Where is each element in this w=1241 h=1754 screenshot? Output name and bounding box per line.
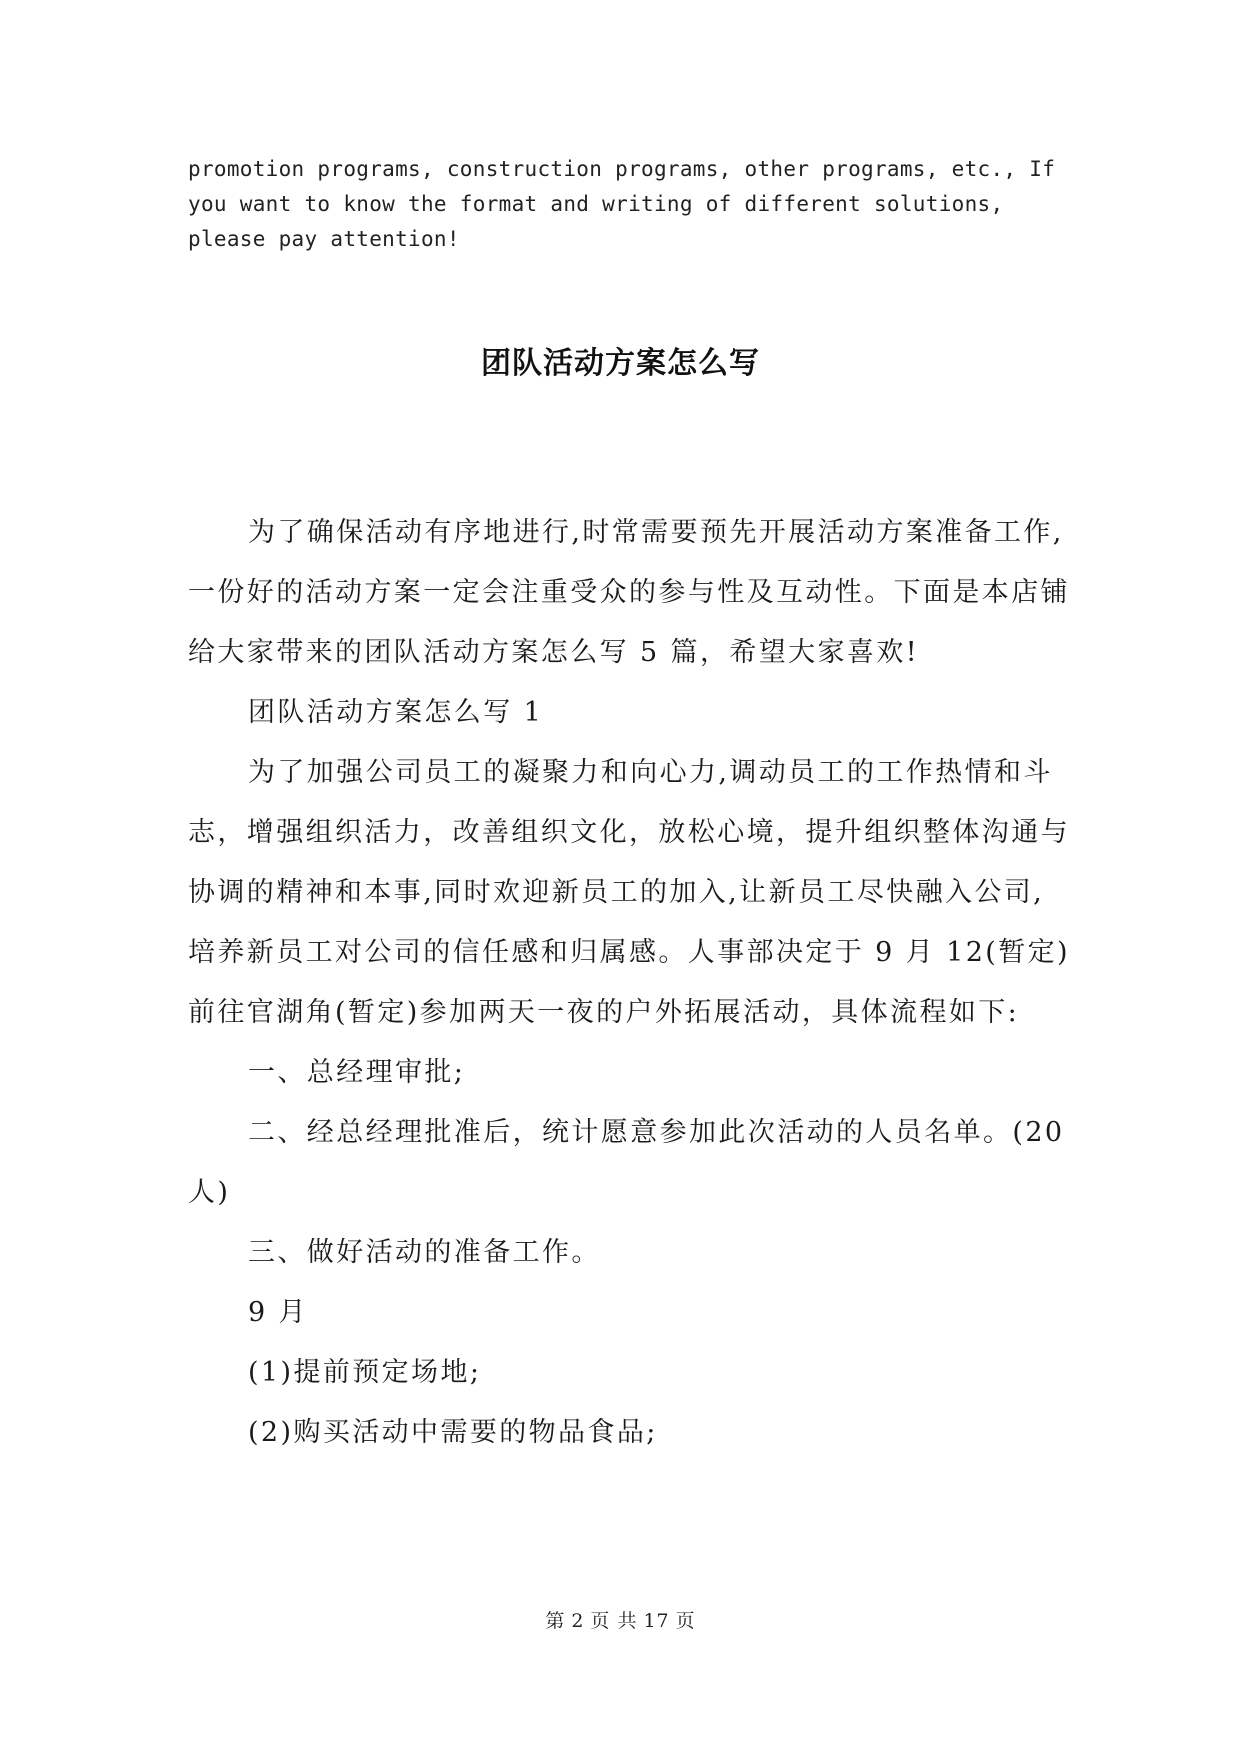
list-item: (1)提前预定场地; bbox=[248, 1357, 482, 1388]
body-line: 人) bbox=[188, 1177, 231, 1208]
list-item: 一、总经理审批; bbox=[248, 1057, 466, 1088]
footer-prefix: 第 bbox=[545, 1610, 566, 1632]
intro-line: you want to know the format and writing of different solutions, bbox=[188, 192, 1004, 216]
body-line: 为了加强公司员工的凝聚力和向心力,调动员工的工作热情和斗 bbox=[248, 757, 1053, 788]
intro-paragraph bbox=[188, 152, 1068, 257]
body-line: 协调的精神和本事,同时欢迎新员工的加入,让新员工尽快融入公司, bbox=[188, 877, 1045, 908]
footer-suffix: 页 bbox=[675, 1610, 696, 1632]
document-body bbox=[188, 503, 1068, 1463]
body-line: 为了确保活动有序地进行,时常需要预先开展活动方案准备工作, bbox=[248, 517, 1064, 548]
total-pages-number: 17 bbox=[643, 1610, 670, 1632]
list-item: 三、做好活动的准备工作。 bbox=[248, 1237, 601, 1268]
list-item: 二、经总经理批准后，统计愿意参加此次活动的人员名单。(20 bbox=[248, 1117, 1065, 1148]
body-line: 培养新员工对公司的信任感和归属感。人事部决定于 9 月 12(暂定) bbox=[188, 937, 1070, 968]
body-line: 志，增强组织活力，改善组织文化，放松心境，提升组织整体沟通与 bbox=[188, 817, 1070, 848]
body-line: 一份好的活动方案一定会注重受众的参与性及互动性。下面是本店铺 bbox=[188, 577, 1070, 608]
body-line: 前往官湖角(暂定)参加两天一夜的户外拓展活动，具体流程如下: bbox=[188, 997, 1020, 1028]
current-page-number: 2 bbox=[571, 1610, 585, 1632]
intro-line: please pay attention! bbox=[188, 227, 460, 251]
body-line: 9 月 bbox=[248, 1297, 308, 1328]
intro-line: promotion programs, construction programs, other programs, etc., If bbox=[188, 157, 1056, 181]
page-footer bbox=[0, 1606, 1241, 1633]
list-item: (2)购买活动中需要的物品食品; bbox=[248, 1417, 658, 1448]
footer-middle: 页 共 bbox=[590, 1610, 638, 1632]
body-line: 给大家带来的团队活动方案怎么写 5 篇，希望大家喜欢! bbox=[188, 637, 919, 668]
section-heading: 团队活动方案怎么写 1 bbox=[248, 697, 544, 728]
document-title: 团队活动方案怎么写 bbox=[481, 346, 760, 381]
